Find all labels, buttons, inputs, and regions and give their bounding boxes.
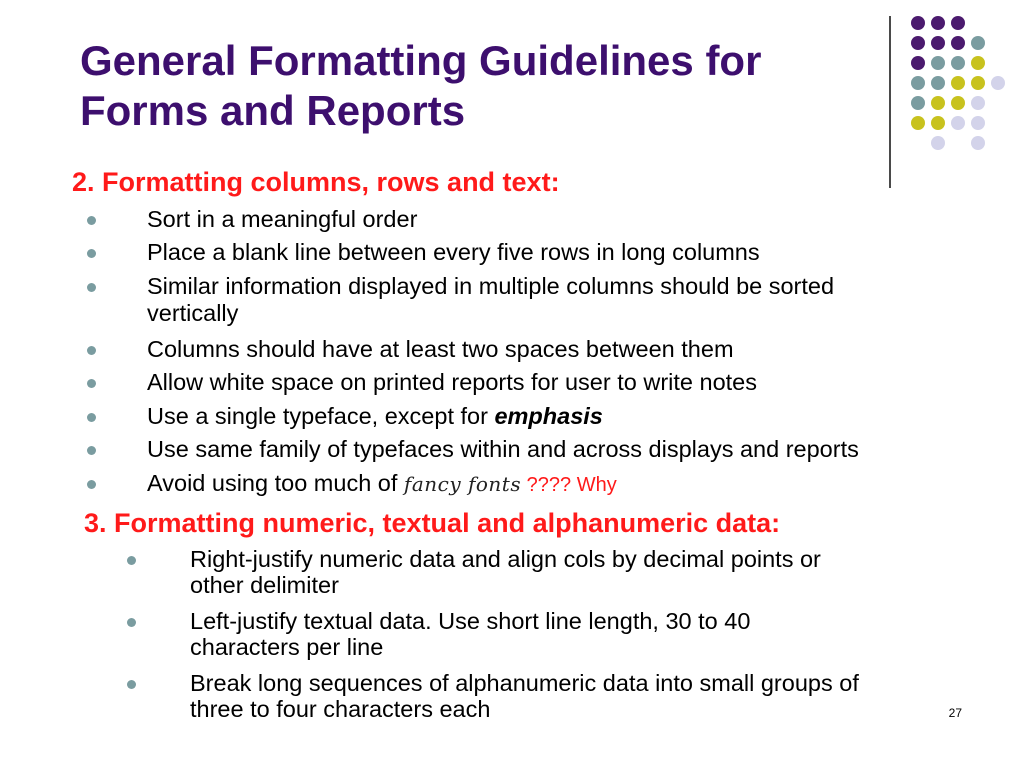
decor-dot (971, 136, 985, 150)
bullet-text (147, 403, 603, 430)
decor-dot (951, 36, 965, 50)
decor-dot (931, 136, 945, 150)
bullet-text: Place a blank line between every five rows in long columns (147, 239, 760, 265)
decor-dot (931, 36, 945, 50)
bullet-text: Allow white space on printed reports for user to write notes (147, 369, 757, 395)
decor-dot (971, 36, 985, 50)
bullet-text-prefix: Avoid using too much of (147, 470, 404, 496)
decor-dot (931, 16, 945, 30)
bullet-text-line-1: Similar information displayed in multiple columns should be sorted (147, 273, 835, 299)
bullet-text (190, 608, 750, 660)
decor-dot (951, 56, 965, 70)
bullet-dot (87, 216, 96, 225)
bullet-text-line-2: characters per line (190, 634, 384, 660)
bullet-text: Use same family of typefaces within and across displays and reports (147, 436, 859, 462)
bullet-dot (127, 556, 136, 565)
bullet-dot (87, 446, 96, 455)
bullet-text-line-2: three to four characters each (190, 696, 491, 722)
bullet-text: Sort in a meaningful order (147, 206, 418, 232)
decor-dot (911, 76, 925, 90)
fancy-fonts-text: fancy fonts (403, 472, 522, 496)
page-number: 27 (948, 706, 962, 720)
bullet-text-line-2: other delimiter (190, 572, 339, 598)
bullet-dot (87, 480, 96, 489)
decor-dot (971, 76, 985, 90)
decor-dot (951, 16, 965, 30)
bullet-text (147, 470, 617, 499)
vertical-divider (889, 16, 891, 188)
bullet-dot (87, 283, 96, 292)
bullet-text: Columns should have at least two spaces between them (147, 336, 734, 362)
section-2-heading: 2. Formatting columns, rows and text: (72, 167, 560, 197)
decor-dot (951, 96, 965, 110)
bullet-dot (127, 618, 136, 627)
decor-dot (971, 116, 985, 130)
bullet-dot (87, 379, 96, 388)
bullet-text-prefix: Use a single typeface, except for (147, 403, 495, 429)
bullet-dot (87, 346, 96, 355)
bullet-dot (87, 249, 96, 258)
decor-dot (911, 116, 925, 130)
bullet-text-line-1: Break long sequences of alphanumeric data into small groups of (190, 670, 859, 696)
bullet-text (147, 273, 834, 327)
decor-dot (931, 116, 945, 130)
bullet-text-line-1: Left-justify textual data. Use short line length, 30 to 40 (190, 608, 751, 634)
decor-dot (991, 76, 1005, 90)
bullet-text (190, 546, 821, 598)
decor-dot (911, 16, 925, 30)
bullet-text-line-1: Right-justify numeric data and align cols by decimal points or (190, 546, 821, 572)
decor-dot (951, 116, 965, 130)
decor-dot (951, 76, 965, 90)
bullet-text-line-2: vertically (147, 300, 239, 326)
section-3-heading: 3. Formatting numeric, textual and alphanumeric data: (84, 508, 781, 538)
decor-dot (971, 96, 985, 110)
decor-dot (971, 56, 985, 70)
bullet-text (190, 670, 859, 722)
title-line-1: General Formatting Guidelines for (80, 37, 762, 84)
decor-dot (931, 96, 945, 110)
decor-dot (911, 56, 925, 70)
bullet-dot (87, 413, 96, 422)
emphasis-text: emphasis (494, 403, 603, 429)
title-line-2: Forms and Reports (80, 86, 466, 134)
bullet-dot (127, 680, 136, 689)
decor-dot (911, 36, 925, 50)
why-question-text: ???? Why (521, 474, 617, 496)
decor-dot (931, 56, 945, 70)
decor-dot (931, 76, 945, 90)
decor-dot (911, 96, 925, 110)
slide-title (80, 36, 900, 135)
